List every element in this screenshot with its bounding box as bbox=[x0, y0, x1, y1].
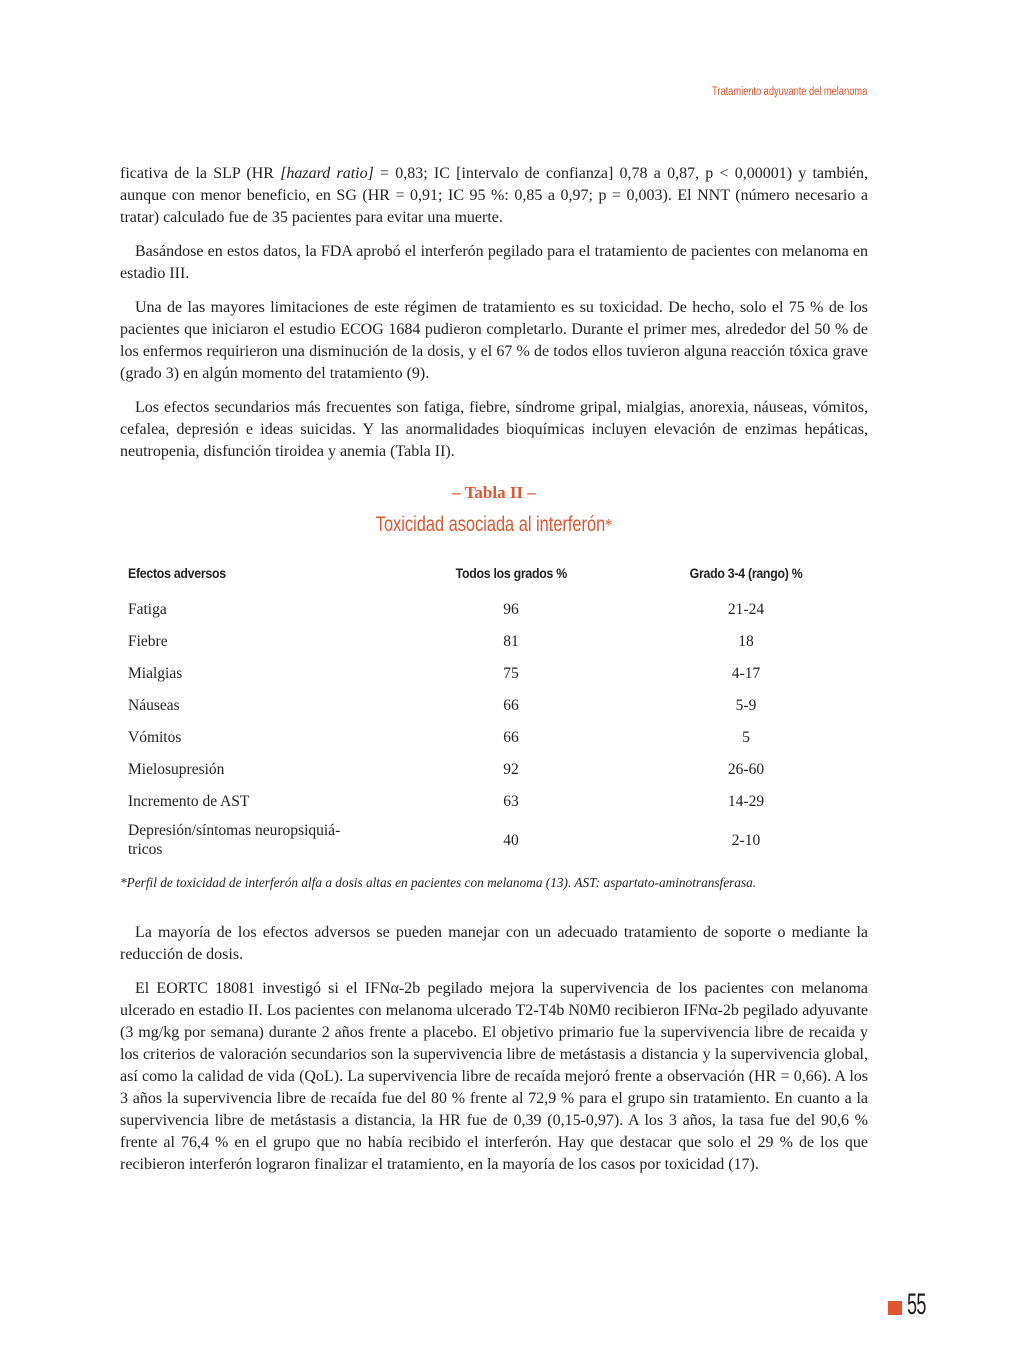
table-cell-effect-text: Depresión/síntomas neuropsiquiá-tricos bbox=[128, 822, 341, 858]
column-header-all-grades: Todos los grados % bbox=[455, 565, 567, 581]
toxicity-table bbox=[128, 562, 868, 862]
table-cell-grade-3-4: 21-24 bbox=[727, 601, 765, 618]
table-row bbox=[128, 754, 868, 786]
table-cell-effect: Incremento de AST bbox=[128, 793, 250, 810]
table-row bbox=[128, 594, 868, 626]
table-row bbox=[128, 658, 868, 690]
table-cell-all-grades: 75 bbox=[503, 665, 519, 682]
table-footnote: *Perfil de toxicidad de interferón alfa a dosis altas en pacientes con melanoma (13). AST: aspartato-aminotransferasa. bbox=[120, 875, 757, 890]
table-cell-all-grades: 40 bbox=[503, 831, 519, 849]
table-cell-effect: Vómitos bbox=[128, 729, 182, 746]
table-cell-effect: Fiebre bbox=[128, 633, 168, 650]
table-cell-all-grades: 96 bbox=[503, 601, 519, 618]
table-row bbox=[128, 626, 868, 658]
page-number-text: 55 bbox=[907, 1288, 926, 1321]
table-cell-effect: Náuseas bbox=[128, 697, 180, 714]
table-cell-effect: Fatiga bbox=[128, 601, 167, 618]
table-cell-grade-3-4: 4-17 bbox=[731, 665, 761, 682]
paragraph-1 bbox=[120, 163, 868, 229]
paragraph-5: La mayoría de los efectos adversos se pueden manejar con un adecuado tratamiento de soporte o mediante la reducción de dosis. bbox=[120, 924, 868, 963]
table-cell-grade-3-4: 14-29 bbox=[727, 793, 765, 810]
column-header-grade-3-4: Grado 3-4 (rango) % bbox=[689, 565, 803, 581]
table-cell-all-grades: 81 bbox=[503, 633, 519, 650]
table-title-mark: * bbox=[605, 515, 613, 535]
running-header: Tratamiento adyuvante del melanoma bbox=[711, 86, 867, 98]
p1-text-before: ficativa de la SLP (HR bbox=[120, 165, 281, 182]
p1-text-after: = 0,83; IC [intervalo de confianza] 0,78 a 0,87, p < 0,00001) y también, aunque con menor beneficio, en SG (HR = 0,91; IC 95 %: 0,85 a 0,97; p = 0,003). El NNT (número necesario a tratar) calculado fue de 35 pacientes para evitar una muerte. bbox=[120, 165, 868, 226]
table-cell-all-grades: 92 bbox=[503, 761, 519, 778]
table-cell-effect: Mielosupresión bbox=[128, 761, 225, 778]
table-cell-effect: Mialgias bbox=[128, 665, 183, 682]
table-title bbox=[202, 512, 785, 538]
table-row bbox=[128, 818, 868, 862]
table-cell-grade-3-4: 2-10 bbox=[731, 831, 761, 849]
table-cell-all-grades: 66 bbox=[503, 729, 519, 746]
table-row bbox=[128, 690, 868, 722]
p1-text-italic: [hazard ratio] bbox=[280, 165, 374, 182]
page-marker-square bbox=[888, 1301, 902, 1315]
table-cell-grade-3-4: 18 bbox=[738, 633, 754, 650]
table-cell-all-grades: 63 bbox=[503, 793, 519, 810]
table-title-text: Toxicidad asociada al interferón bbox=[375, 513, 606, 536]
table-cell-grade-3-4: 5 bbox=[742, 729, 750, 746]
table-cell-grade-3-4: 5-9 bbox=[735, 697, 757, 714]
table-cell-grade-3-4: 26-60 bbox=[727, 761, 765, 778]
table-row bbox=[128, 786, 868, 818]
paragraph-4: Los efectos secundarios más frecuentes son fatiga, fiebre, síndrome gripal, mialgias, anorexia, náuseas, vómitos, cefalea, depresión e ideas suicidas. Y las anormalidades bioquímicas incluyen elevación de enzimas hepáticas, neutropenia, disfunción tiroidea y anemia (Tabla II). bbox=[120, 399, 868, 460]
table-label: – Tabla II – bbox=[452, 483, 536, 502]
table-header-row bbox=[128, 562, 868, 594]
paragraph-2: Basándose en estos datos, la FDA aprobó el interferón pegilado para el tratamiento de pacientes con melanoma en estadio III. bbox=[120, 243, 868, 282]
paragraph-6: El EORTC 18081 investigó si el IFNα-2b pegilado mejora la supervivencia de los pacientes con melanoma ulcerado en estadio II. Los pacientes con melanoma ulcerado T2-T4b N0M0 recibieron IFNα-2b pegilado adyuvante (3 mg/kg por semana) durante 2 años frente a placebo. El objetivo primario fue la supervivencia libre de recaida y los criterios de valoración secundarios son la supervivencia libre de metástasis a distancia y la supervivencia global, así como la calidad de vida (QoL). La supervivencia libre de recaída mejoró frente a observación (HR = 0,66). A los 3 años la supervivencia libre de recaída fue del 80 % frente al 72,9 % para el grupo sin tratamiento. En cuanto a la supervivencia libre de metástasis a distancia, la HR fue de 0,39 (0,15-0,97). A los 3 años, la tasa fue del 90,6 % frente al 76,4 % en el grupo que no había recibido el interferón. Hay que destacar que solo el 29 % de los que recibieron interferón lograron finalizar el tratamiento, en la mayoría de los casos por toxicidad (17). bbox=[120, 980, 868, 1173]
column-header-adverse-effects: Efectos adversos bbox=[128, 565, 226, 581]
table-cell-effect bbox=[128, 818, 398, 862]
paragraph-3: Una de las mayores limitaciones de este régimen de tratamiento es su toxicidad. De hecho, solo el 75 % de los pacientes que iniciaron el estudio ECOG 1684 pudieron completarlo. Durante el primer mes, alrededor del 50 % de los enfermos requirieron una disminución de la dosis, y el 67 % de todos ellos tuvieron alguna reacción tóxica grave (grado 3) en algún momento del tratamiento (9). bbox=[120, 299, 868, 382]
page-content bbox=[120, 163, 868, 1176]
table-cell-all-grades: 66 bbox=[503, 697, 519, 714]
table-row bbox=[128, 722, 868, 754]
page-number bbox=[888, 1288, 938, 1322]
